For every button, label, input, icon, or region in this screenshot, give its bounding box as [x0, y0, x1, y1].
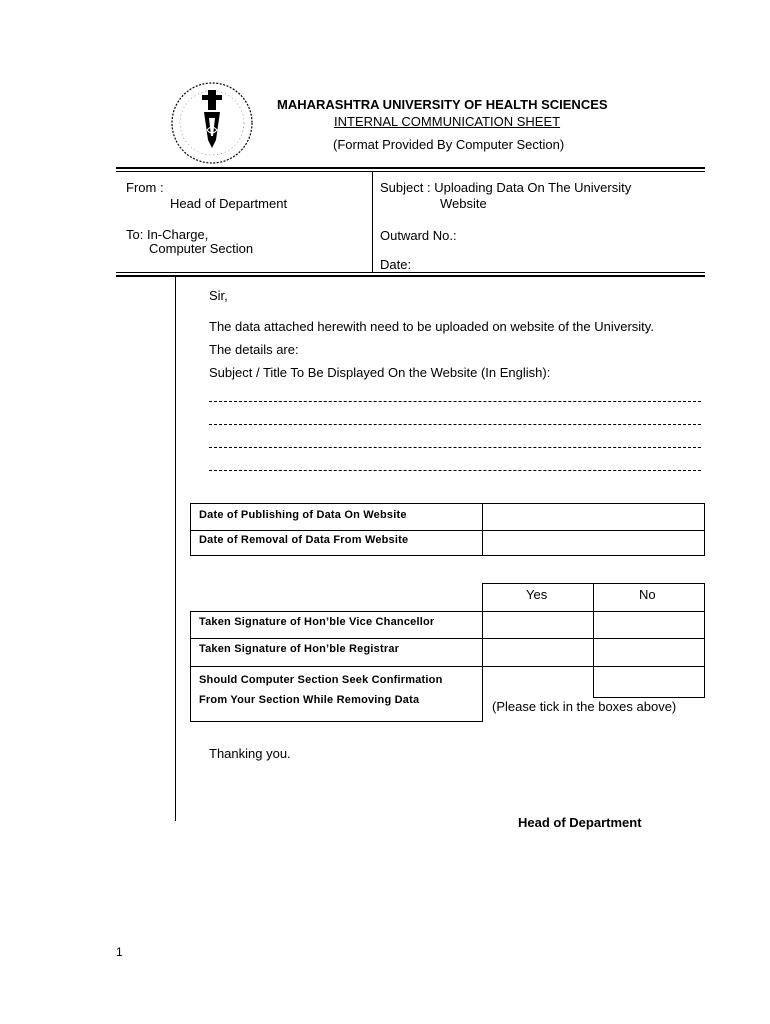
subject-line2: Website: [440, 196, 487, 211]
publish-date-label: Date of Publishing of Data On Website: [199, 509, 407, 521]
top-rule-thick: [116, 167, 705, 169]
to-line2: Computer Section: [149, 241, 254, 256]
registrar-yes-checkbox[interactable]: [483, 639, 593, 666]
memo-rule-thick: [116, 275, 705, 277]
memo-divider: [372, 172, 373, 272]
vc-signature-label: Taken Signature of Hon’ble Vice Chancellor: [199, 616, 435, 628]
vc-no-checkbox[interactable]: [594, 612, 704, 638]
confirmation-no-checkbox[interactable]: [594, 667, 704, 697]
sheet-subtitle: INTERNAL COMMUNICATION SHEET: [334, 114, 561, 129]
from-label: From :: [126, 180, 164, 195]
removal-date-input[interactable]: [483, 531, 704, 555]
registrar-no-checkbox[interactable]: [594, 639, 704, 666]
blank-line-3[interactable]: [209, 447, 701, 448]
top-rule-thin: [116, 171, 705, 172]
memo-rule-thin: [116, 272, 705, 273]
publish-date-input[interactable]: [483, 504, 704, 530]
letter-paragraph-2: The details are:: [209, 342, 299, 357]
confirmation-yes-checkbox[interactable]: [483, 667, 593, 697]
blank-line-1[interactable]: [209, 401, 701, 402]
no-column-header: No: [639, 587, 656, 602]
date-label: Date:: [380, 257, 412, 272]
from-value: Head of Department: [170, 196, 288, 211]
registrar-signature-label: Taken Signature of Hon’ble Registrar: [199, 643, 400, 655]
yes-column-header: Yes: [526, 587, 548, 602]
seek-confirmation-label-1: Should Computer Section Seek Confirmation: [199, 674, 443, 686]
blank-line-4[interactable]: [209, 470, 701, 471]
removal-date-label: Date of Removal of Data From Website: [199, 534, 409, 546]
salutation: Sir,: [209, 288, 228, 303]
university-title: MAHARASHTRA UNIVERSITY OF HEALTH SCIENCES: [277, 97, 608, 112]
letter-paragraph-3: Subject / Title To Be Displayed On the Website (In English):: [209, 365, 551, 380]
subject-line1: Subject : Uploading Data On The University: [380, 180, 632, 195]
left-margin-line: [175, 277, 176, 821]
signatory: Head of Department: [518, 815, 642, 830]
letter-paragraph-1: The data attached herewith need to be uploaded on website of the University.: [209, 319, 654, 334]
blank-line-2[interactable]: [209, 424, 701, 425]
format-note: (Format Provided By Computer Section): [333, 137, 565, 152]
seek-confirmation-label-2: From Your Section While Removing Data: [199, 694, 420, 706]
closing-line: Thanking you.: [209, 746, 291, 761]
vc-yes-checkbox[interactable]: [483, 612, 593, 638]
page-number: 1: [116, 945, 123, 959]
tick-instruction: (Please tick in the boxes above): [492, 699, 677, 714]
outward-label: Outward No.:: [380, 228, 457, 243]
university-seal-logo: [162, 78, 262, 168]
to-line1: To: In-Charge,: [126, 227, 209, 242]
